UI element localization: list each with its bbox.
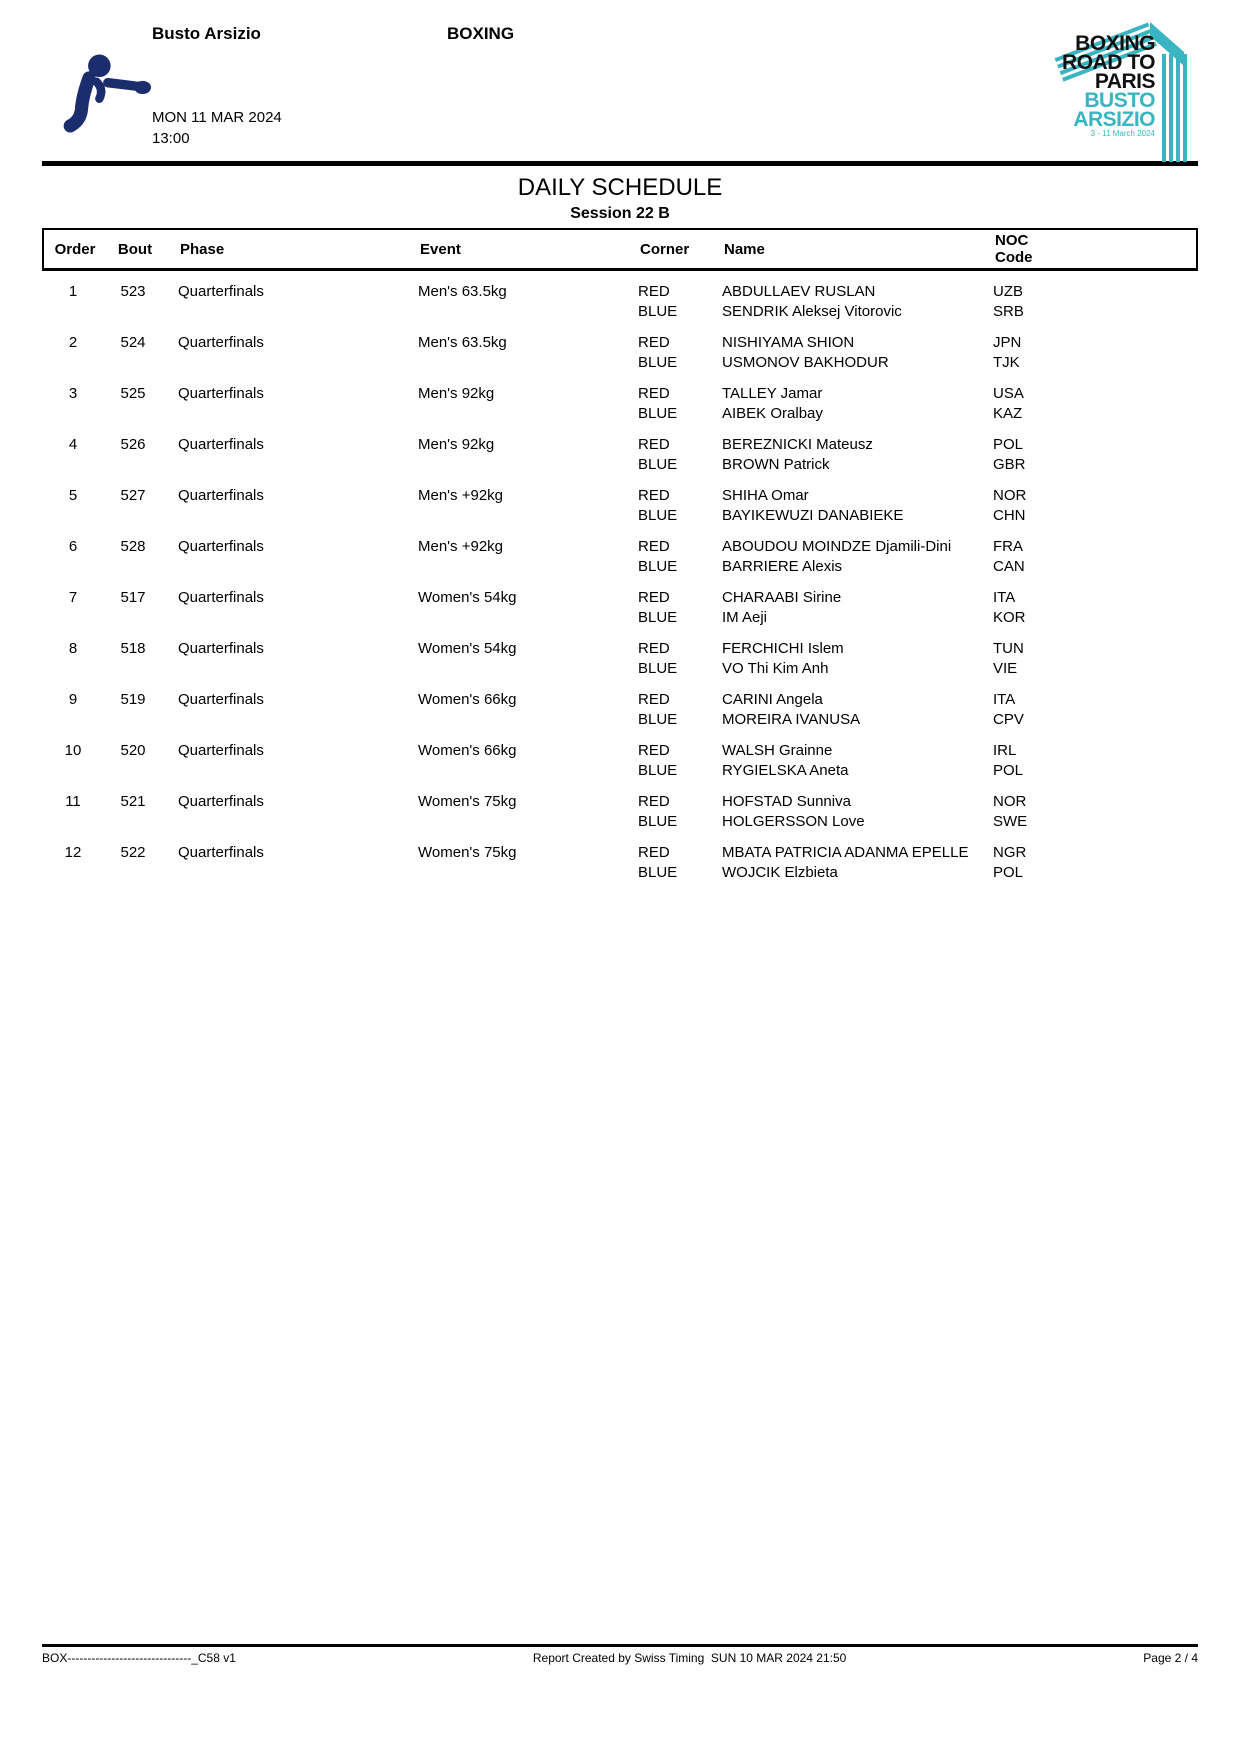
blue-name: BROWN Patrick	[722, 456, 830, 473]
red-corner-label: RED	[638, 283, 670, 300]
bout-cell: 524	[120, 334, 146, 351]
event-cell: Men's +92kg	[418, 487, 503, 504]
bout-cell: 525	[120, 385, 146, 402]
phase-cell: Quarterfinals	[178, 844, 264, 861]
noc-cell	[993, 384, 1198, 424]
red-name: HOFSTAD Sunniva	[722, 793, 851, 810]
blue-corner-label: BLUE	[638, 864, 678, 881]
order-cell: 5	[68, 487, 78, 504]
red-noc: POL	[993, 436, 1024, 453]
footer-created-by: Report Created by Swiss Timing SUN 10 MAR 2024 21:50	[532, 1651, 847, 1665]
corner-cell	[638, 741, 722, 781]
session-time: 13:00	[152, 130, 190, 147]
event-cell: Men's 92kg	[418, 436, 495, 453]
blue-noc: SRB	[993, 303, 1024, 320]
phase-cell: Quarterfinals	[178, 436, 264, 453]
corner-cell	[638, 537, 722, 577]
table-row	[42, 271, 1198, 322]
blue-noc: KOR	[993, 609, 1026, 626]
table-row	[42, 781, 1198, 832]
blue-name: WOJCIK Elzbieta	[722, 864, 838, 881]
name-cell	[722, 486, 993, 526]
order-cell: 6	[68, 538, 78, 555]
event-cell: Men's +92kg	[418, 538, 503, 555]
red-corner-label: RED	[638, 589, 670, 606]
noc-cell	[993, 282, 1198, 322]
corner-cell	[638, 843, 722, 883]
blue-name: BAYIKEWUZI DANABIEKE	[722, 507, 904, 524]
col-header-noc-line1: NOC	[995, 232, 1029, 249]
noc-cell	[993, 435, 1198, 475]
blue-noc: CHN	[993, 507, 1026, 524]
event-cell: Men's 63.5kg	[418, 283, 507, 300]
corner-cell	[638, 639, 722, 679]
bout-cell: 517	[120, 589, 146, 606]
logo-line-arsizio: ARSIZIO	[1073, 108, 1155, 131]
table-row	[42, 322, 1198, 373]
noc-cell	[993, 792, 1198, 832]
corner-cell	[638, 486, 722, 526]
phase-cell: Quarterfinals	[178, 691, 264, 708]
session-date: MON 11 MAR 2024	[152, 109, 282, 126]
event-cell: Women's 66kg	[418, 742, 517, 759]
blue-corner-label: BLUE	[638, 303, 678, 320]
red-corner-label: RED	[638, 793, 670, 810]
name-cell	[722, 333, 993, 373]
blue-noc: POL	[993, 864, 1024, 881]
red-corner-label: RED	[638, 385, 670, 402]
corner-cell	[638, 333, 722, 373]
red-noc: NGR	[993, 844, 1027, 861]
blue-corner-label: BLUE	[638, 354, 678, 371]
name-cell	[722, 588, 993, 628]
col-header-noc	[995, 232, 1196, 266]
noc-cell	[993, 639, 1198, 679]
footer-report-code: BOX-------------------------------_C58 v1	[42, 1651, 236, 1665]
col-header-bout: Bout	[117, 240, 153, 258]
table-row	[42, 832, 1198, 883]
corner-cell	[638, 792, 722, 832]
order-cell: 3	[68, 385, 78, 402]
phase-cell: Quarterfinals	[178, 334, 264, 351]
red-noc: USA	[993, 385, 1024, 402]
phase-cell: Quarterfinals	[178, 538, 264, 555]
name-cell	[722, 384, 993, 424]
venue-label: Busto Arsizio	[152, 24, 261, 43]
blue-noc: KAZ	[993, 405, 1023, 422]
phase-cell: Quarterfinals	[178, 487, 264, 504]
corner-cell	[638, 588, 722, 628]
blue-corner-label: BLUE	[638, 558, 678, 575]
order-cell: 7	[68, 589, 78, 606]
bout-cell: 518	[120, 640, 146, 657]
phase-cell: Quarterfinals	[178, 742, 264, 759]
blue-noc: SWE	[993, 813, 1028, 830]
name-cell	[722, 639, 993, 679]
session-datetime	[152, 107, 282, 149]
phase-cell: Quarterfinals	[178, 283, 264, 300]
blue-corner-label: BLUE	[638, 405, 678, 422]
blue-corner-label: BLUE	[638, 660, 678, 677]
table-row	[42, 373, 1198, 424]
table-row	[42, 577, 1198, 628]
page-header	[0, 0, 1240, 161]
order-cell: 9	[68, 691, 78, 708]
noc-cell	[993, 486, 1198, 526]
blue-noc: VIE	[993, 660, 1018, 677]
corner-cell	[638, 282, 722, 322]
corner-cell	[638, 690, 722, 730]
phase-cell: Quarterfinals	[178, 385, 264, 402]
blue-name: HOLGERSSON Love	[722, 813, 865, 830]
blue-noc: POL	[993, 762, 1024, 779]
noc-cell	[993, 333, 1198, 373]
order-cell: 11	[65, 793, 81, 810]
red-name: CARINI Angela	[722, 691, 823, 708]
blue-corner-label: BLUE	[638, 711, 678, 728]
table-row	[42, 424, 1198, 475]
red-noc: FRA	[993, 538, 1023, 555]
table-row	[42, 679, 1198, 730]
red-noc: IRL	[993, 742, 1017, 759]
table-row	[42, 730, 1198, 781]
blue-noc: TJK	[993, 354, 1020, 371]
red-corner-label: RED	[638, 487, 670, 504]
bout-cell: 523	[120, 283, 146, 300]
event-logo	[1040, 22, 1190, 162]
corner-cell	[638, 435, 722, 475]
name-cell	[722, 792, 993, 832]
logo-line-boxing: BOXING	[1075, 32, 1155, 55]
red-name: MBATA PATRICIA ADANMA EPELLE	[722, 844, 969, 861]
logo-line-paris: PARIS	[1094, 70, 1155, 93]
red-name: ABOUDOU MOINDZE Djamili-Dini	[722, 538, 952, 555]
blue-name: BARRIERE Alexis	[722, 558, 843, 575]
red-name: WALSH Grainne	[722, 742, 833, 759]
name-cell	[722, 690, 993, 730]
bout-cell: 528	[120, 538, 146, 555]
order-cell: 8	[68, 640, 78, 657]
table-row	[42, 628, 1198, 679]
blue-name: IM Aeji	[722, 609, 768, 626]
table-row	[42, 526, 1198, 577]
event-cell: Women's 54kg	[418, 589, 517, 606]
blue-name: VO Thi Kim Anh	[722, 660, 829, 677]
corner-cell	[638, 384, 722, 424]
blue-corner-label: BLUE	[638, 456, 678, 473]
phase-cell: Quarterfinals	[178, 793, 264, 810]
col-header-phase: Phase	[180, 240, 225, 258]
red-name: NISHIYAMA SHION	[722, 334, 855, 351]
blue-name: SENDRIK Aleksej Vitorovic	[722, 303, 902, 320]
red-name: BEREZNICKI Mateusz	[722, 436, 873, 453]
name-cell	[722, 843, 993, 883]
noc-cell	[993, 741, 1198, 781]
bout-cell: 522	[120, 844, 146, 861]
col-header-noc-line2: Code	[995, 249, 1033, 266]
blue-name: USMONOV BAKHODUR	[722, 354, 889, 371]
bout-cell: 520	[120, 742, 146, 759]
name-cell	[722, 741, 993, 781]
table-header-row	[42, 228, 1198, 271]
event-cell: Men's 63.5kg	[418, 334, 507, 351]
red-noc: JPN	[993, 334, 1022, 351]
blue-corner-label: BLUE	[638, 609, 678, 626]
blue-name: MOREIRA IVANUSA	[722, 711, 861, 728]
red-corner-label: RED	[638, 334, 670, 351]
red-noc: TUN	[993, 640, 1024, 657]
event-cell: Women's 66kg	[418, 691, 517, 708]
blue-corner-label: BLUE	[638, 507, 678, 524]
col-header-event: Event	[420, 240, 461, 258]
red-corner-label: RED	[638, 742, 670, 759]
blue-corner-label: BLUE	[638, 813, 678, 830]
blue-noc: CPV	[993, 711, 1024, 728]
order-cell: 1	[68, 283, 78, 300]
blue-name: RYGIELSKA Aneta	[722, 762, 849, 779]
page-footer	[42, 1644, 1198, 1665]
order-cell: 10	[64, 742, 82, 759]
red-corner-label: RED	[638, 691, 670, 708]
blue-noc: GBR	[993, 456, 1026, 473]
order-cell: 2	[68, 334, 78, 351]
blue-noc: CAN	[993, 558, 1025, 575]
red-noc: NOR	[993, 793, 1027, 810]
red-name: FERCHICHI Islem	[722, 640, 844, 657]
name-cell	[722, 537, 993, 577]
event-cell: Women's 54kg	[418, 640, 517, 657]
order-cell: 4	[68, 436, 78, 453]
logo-date-range: 3 - 11 March 2024	[1090, 129, 1155, 138]
noc-cell	[993, 690, 1198, 730]
bout-cell: 521	[120, 793, 146, 810]
footer-page-number: Page 2 / 4	[1143, 1651, 1198, 1665]
event-cell: Men's 92kg	[418, 385, 495, 402]
blue-name: AIBEK Oralbay	[722, 405, 823, 422]
name-cell	[722, 282, 993, 322]
sport-label: BOXING	[447, 24, 515, 43]
table-row	[42, 475, 1198, 526]
red-corner-label: RED	[638, 436, 670, 453]
red-corner-label: RED	[638, 640, 670, 657]
red-name: TALLEY Jamar	[722, 385, 823, 402]
col-header-name: Name	[724, 240, 765, 258]
red-name: CHARAABI Sirine	[722, 589, 842, 606]
red-corner-label: RED	[638, 844, 670, 861]
page-title: DAILY SCHEDULE	[517, 174, 723, 201]
bout-cell: 526	[120, 436, 146, 453]
bout-cell: 527	[120, 487, 146, 504]
logo-text	[1062, 34, 1155, 139]
red-name: SHIHA Omar	[722, 487, 809, 504]
col-header-corner: Corner	[640, 240, 690, 258]
red-name: ABDULLAEV RUSLAN	[722, 283, 876, 300]
noc-cell	[993, 843, 1198, 883]
bout-cell: 519	[120, 691, 146, 708]
event-cell: Women's 75kg	[418, 844, 517, 861]
red-noc: NOR	[993, 487, 1027, 504]
red-noc: ITA	[993, 589, 1016, 606]
name-cell	[722, 435, 993, 475]
header-divider	[42, 161, 1198, 166]
red-noc: UZB	[993, 283, 1023, 300]
noc-cell	[993, 537, 1198, 577]
red-noc: ITA	[993, 691, 1016, 708]
red-corner-label: RED	[638, 538, 670, 555]
col-header-order: Order	[54, 240, 96, 258]
phase-cell: Quarterfinals	[178, 589, 264, 606]
phase-cell: Quarterfinals	[178, 640, 264, 657]
logo-line-roadto: ROAD TO	[1062, 51, 1155, 74]
session-subtitle: Session 22 B	[570, 205, 670, 222]
noc-cell	[993, 588, 1198, 628]
order-cell: 12	[64, 844, 82, 861]
blue-corner-label: BLUE	[638, 762, 678, 779]
boxing-pictogram-icon	[58, 48, 152, 140]
logo-line-busto: BUSTO	[1084, 89, 1155, 112]
event-cell: Women's 75kg	[418, 793, 517, 810]
schedule-rows	[42, 271, 1198, 883]
